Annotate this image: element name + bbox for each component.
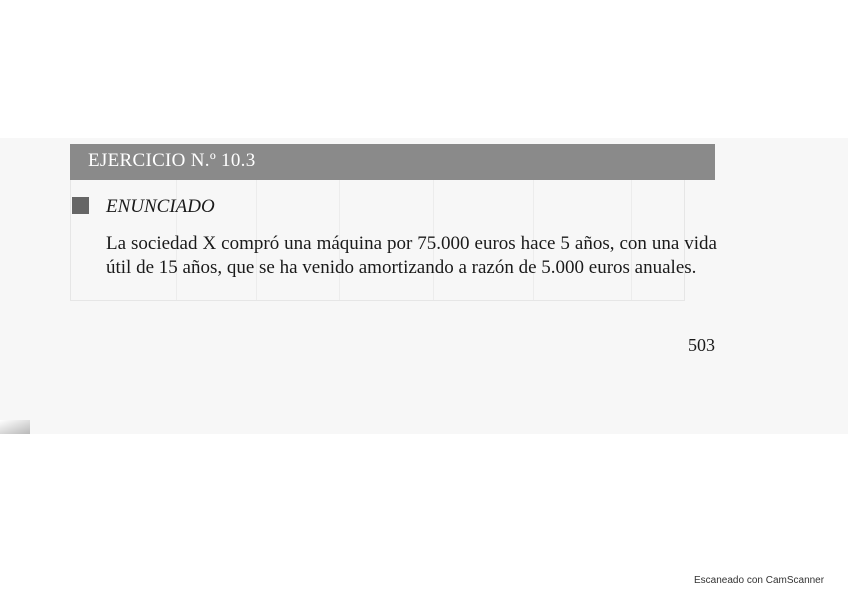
exercise-statement: La sociedad X compró una máquina por 75.000 euros hace 5 años, con una vida útil de 15 años, que se ha venido amortizando a razón de 5.000 euros anuales. <box>106 233 717 278</box>
scanner-watermark: Escaneado con CamScanner <box>694 575 825 586</box>
exercise-header-bar <box>70 144 715 180</box>
section-heading: ENUNCIADO <box>106 196 215 217</box>
exercise-title: EJERCICIO N.º 10.3 <box>88 150 256 171</box>
page-number: 503 <box>688 335 715 355</box>
scan-page-edge <box>0 420 30 434</box>
section-bullet-square <box>72 197 89 214</box>
